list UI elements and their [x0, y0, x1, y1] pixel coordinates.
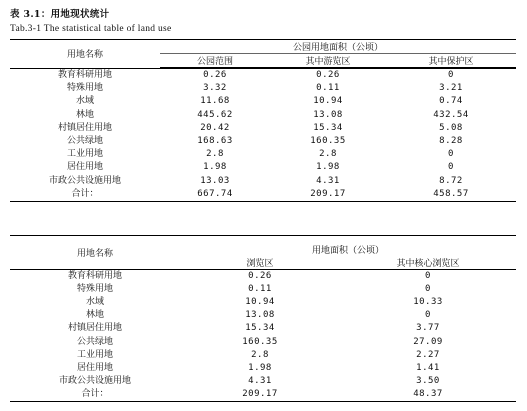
area-value-cell: 5.08 [439, 122, 463, 133]
area-value-cell: 10.94 [313, 96, 343, 107]
table-row [10, 122, 516, 135]
land-name-cell: 市政公共设施用地 [48, 175, 121, 186]
land-name-cell: 公共绿地 [76, 336, 113, 347]
table-row [10, 388, 516, 402]
area-value-cell: 445.62 [197, 109, 233, 120]
area-value-cell: 0 [448, 162, 454, 173]
area-value-cell: 15.34 [313, 122, 343, 133]
area-value-cell: 11.68 [200, 96, 230, 107]
land-name-cell: 林地 [85, 310, 104, 321]
column-header-protected-area: 其中保护区 [386, 54, 516, 68]
column-header-land-name-2: 用地名称 [76, 248, 113, 259]
area-value-cell: 1.41 [416, 362, 440, 373]
table-row [10, 95, 516, 108]
area-value-cell: 27.09 [413, 336, 443, 347]
area-value-cell: 3.77 [416, 323, 440, 334]
area-value-cell: 1.98 [316, 162, 340, 173]
table-row [10, 362, 516, 375]
area-value-cell: 1.98 [203, 162, 227, 173]
area-value-cell: 0.26 [316, 70, 340, 81]
table-row [10, 188, 516, 202]
area-value-cell: 13.03 [200, 175, 230, 186]
area-value-cell: 2.27 [416, 349, 440, 360]
table-row [10, 175, 516, 188]
area-value-cell: 160.35 [310, 136, 346, 147]
area-value-cell: 667.74 [197, 188, 233, 199]
area-value-cell: 2.8 [206, 149, 224, 160]
table-row [10, 161, 516, 174]
area-value-cell: 3.50 [416, 376, 440, 387]
column-header-land-name: 用地名称 [66, 50, 103, 61]
area-value-cell: 0.26 [248, 270, 272, 281]
area-value-cell: 3.32 [203, 83, 227, 94]
table-row [10, 322, 516, 335]
area-value-cell: 209.17 [242, 389, 278, 400]
land-name-cell: 市政公共设施用地 [58, 376, 131, 387]
area-value-cell: 0 [425, 310, 431, 321]
table-row [10, 69, 516, 83]
land-name-cell: 水域 [75, 96, 94, 107]
land-name-cell: 合计： [81, 389, 109, 400]
area-value-cell: 8.28 [439, 136, 463, 147]
column-header-core-tour: 其中核心浏览区 [396, 258, 460, 269]
area-value-cell: 0 [448, 70, 454, 81]
land-name-cell: 教育科研用地 [57, 70, 112, 81]
column-header-tour-area: 其中游览区 [270, 54, 386, 68]
area-value-cell: 0.11 [316, 83, 340, 94]
area-value-cell: 168.63 [197, 136, 233, 147]
table-row [10, 148, 516, 161]
land-name-cell: 村镇居住用地 [57, 122, 112, 133]
area-value-cell: 10.33 [413, 296, 443, 307]
table-row [10, 309, 516, 322]
area-value-cell: 4.31 [316, 175, 340, 186]
land-use-table-tour [10, 235, 516, 402]
area-value-cell: 0.74 [439, 96, 463, 107]
table-row [10, 283, 516, 296]
table-caption-en: Tab.3-1 The statistical table of land use [10, 24, 172, 34]
table-row [10, 82, 516, 95]
area-value-cell: 20.42 [200, 122, 230, 133]
table-row [10, 296, 516, 309]
table-row [10, 349, 516, 362]
column-header-park-range: 公园范围 [160, 54, 270, 68]
column-group-header-2: 用地面积（公顷） [312, 245, 385, 256]
area-value-cell: 432.54 [433, 109, 469, 120]
area-value-cell: 0 [448, 149, 454, 160]
column-group-header: 公园用地面积（公顷） [160, 40, 516, 54]
area-value-cell: 0 [425, 270, 431, 281]
land-name-cell: 特殊用地 [76, 283, 113, 294]
area-value-cell: 209.17 [310, 188, 346, 199]
land-name-cell: 水域 [85, 296, 104, 307]
land-name-cell: 教育科研用地 [67, 270, 122, 281]
area-value-cell: 2.8 [319, 149, 337, 160]
area-value-cell: 10.94 [245, 296, 275, 307]
area-value-cell: 2.8 [251, 349, 269, 360]
table-row [10, 335, 516, 348]
table-row [10, 109, 516, 122]
land-name-cell: 合计： [71, 188, 99, 199]
area-value-cell: 13.08 [245, 310, 275, 321]
table-row [10, 135, 516, 148]
area-value-cell: 8.72 [439, 175, 463, 186]
area-value-cell: 4.31 [248, 376, 272, 387]
area-value-cell: 1.98 [248, 362, 272, 373]
area-value-cell: 3.21 [439, 83, 463, 94]
table-row [10, 269, 516, 283]
area-value-cell: 160.35 [242, 336, 278, 347]
area-value-cell: 0.11 [248, 283, 272, 294]
land-name-cell: 居住用地 [76, 362, 113, 373]
table-row [10, 375, 516, 388]
table-caption-cn: 表 3.1：用地现状统计 [10, 9, 110, 20]
land-name-cell: 林地 [75, 109, 94, 120]
land-name-cell: 工业用地 [76, 349, 113, 360]
area-value-cell: 458.57 [433, 188, 469, 199]
land-name-cell: 工业用地 [66, 149, 103, 160]
land-name-cell: 公共绿地 [66, 136, 103, 147]
area-value-cell: 0 [425, 283, 431, 294]
column-header-tour: 浏览区 [246, 258, 274, 269]
area-value-cell: 15.34 [245, 323, 275, 334]
land-name-cell: 村镇居住用地 [67, 323, 122, 334]
land-use-table-park [10, 39, 516, 202]
area-value-cell: 13.08 [313, 109, 343, 120]
area-value-cell: 48.37 [413, 389, 443, 400]
land-name-cell: 居住用地 [66, 162, 103, 173]
area-value-cell: 0.26 [203, 70, 227, 81]
land-name-cell: 特殊用地 [66, 83, 103, 94]
